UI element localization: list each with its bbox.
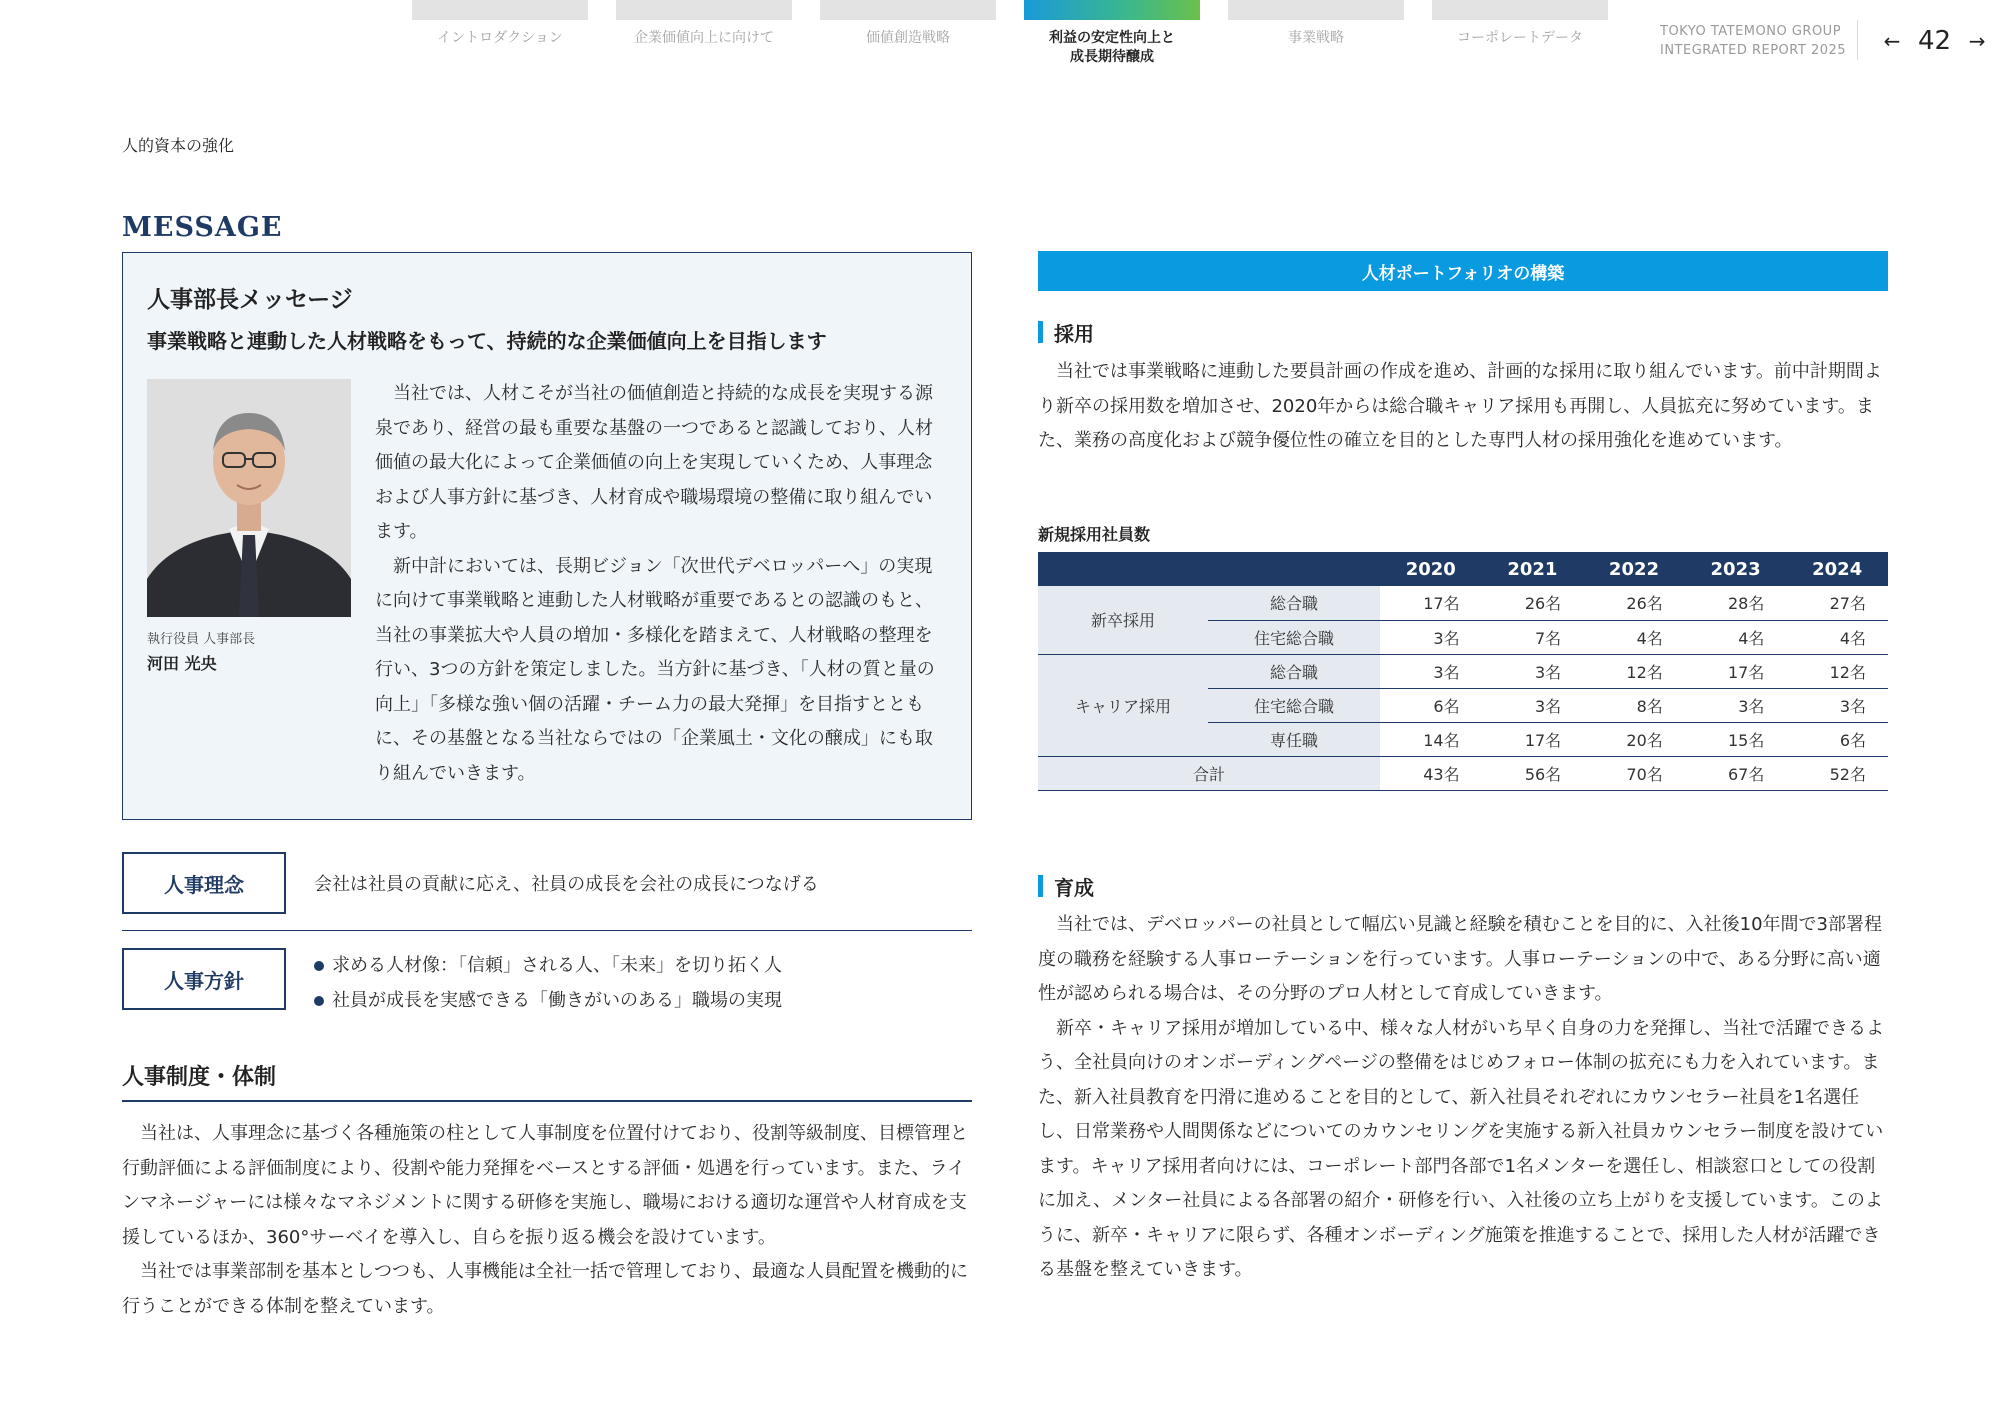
header-divider — [1857, 20, 1858, 60]
value-cell: 3名 — [1380, 654, 1482, 688]
philosophy-text: 会社は社員の貢献に応え、社員の成長を会社の成長につなげる — [314, 874, 819, 895]
value-cell: 14名 — [1380, 722, 1482, 756]
value-cell: 3名 — [1482, 688, 1584, 722]
message-paragraph: 新中計においては、長期ビジョン「次世代デベロッパーへ」の実現に向けて事業戦略と連動した人材戦略が重要であるとの認識のもと、当社の事業拡大や人員の増加・多様化を踏まえて、人材戦略の整理を行い、3つの方針を策定しました。当方針に基づき、「人材の質と量の向上」「多様な強い個の活躍・チーム力の最大発揮」を目指すとともに、その基盤となる当社ならではの「企業風土・文化の醸成」にも取り組んでいきます。 — [375, 555, 935, 784]
total-value-cell: 52名 — [1786, 756, 1888, 790]
tab-bar — [820, 0, 996, 20]
recruit-body — [1038, 355, 1888, 459]
value-cell: 8名 — [1583, 688, 1685, 722]
category-cell: キャリア採用 — [1038, 654, 1208, 756]
value-cell: 12名 — [1786, 654, 1888, 688]
hr-system-divider — [122, 1100, 972, 1102]
tab-corporate-data[interactable] — [1432, 0, 1608, 48]
year-header: 2023 — [1685, 552, 1787, 586]
tab-bar — [412, 0, 588, 20]
training-paragraph: 当社では、デベロッパーの社員として幅広い見識と経験を積むことを目的に、入社後10年間で3部署程度の職務を経験する人事ローテーションを行っています。人事ローテーションの中で、ある分野に高い適性が認められる場合は、その分野のプロ人材として育成していきます。 — [1038, 914, 1882, 1004]
value-cell: 4名 — [1583, 620, 1685, 654]
value-cell: 12名 — [1583, 654, 1685, 688]
value-cell: 15名 — [1685, 722, 1787, 756]
hr-system-paragraph: 当社では事業部制を基本としつつも、人事機能は全社一括で管理しており、最適な人員配置を機動的に行うことができる体制を整えています。 — [122, 1261, 968, 1317]
tab-bar — [1432, 0, 1608, 20]
row-label: 総合職 — [1208, 654, 1380, 688]
next-page-arrow-icon[interactable]: → — [1968, 29, 1986, 53]
value-cell: 27名 — [1786, 586, 1888, 620]
year-header: 2021 — [1482, 552, 1584, 586]
tab-label: コーポレートデータ — [1457, 30, 1583, 46]
portrait-illustration — [147, 379, 351, 617]
pager — [1880, 24, 1989, 58]
person-name: 河田 光央 — [147, 654, 217, 673]
tab-value-creation[interactable] — [820, 0, 996, 48]
year-header: 2024 — [1786, 552, 1888, 586]
table-caption: 新規採用社員数 — [1038, 525, 1151, 544]
hr-system-paragraph: 当社は、人事理念に基づく各種施策の柱として人事制度を位置付けており、役割等級制度、目標管理と行動評価による評価制度により、役割や能力発揮をベースとする評価・処遇を行っています。また、ラインマネージャーには様々なマネジメントに関する研修を実施し、職場における適切な運営や人材育成を支援しているほか、360°サーベイを導入し、自らを振り返る機会を設けています。 — [122, 1123, 968, 1248]
tab-label: 企業価値向上に向けて — [634, 30, 774, 46]
value-cell: 28名 — [1685, 586, 1787, 620]
tab-introduction[interactable] — [412, 0, 588, 48]
total-label: 合計 — [1038, 756, 1380, 790]
recruit-paragraph: 当社では事業戦略に連動した要員計画の作成を進め、計画的な採用に取り組んでいます。前中計期間より新卒の採用数を増加させ、2020年からは総合職キャリア採用も再開し、人員拡充に努めています。また、業務の高度化および競争優位性の確立を目的とした専門人材の採用強化を進めています。 — [1038, 361, 1882, 451]
message-paragraph: 当社では、人材こそが当社の価値創造と持続的な成長を実現する源泉であり、経営の最も重要な基盤の一つであると認識しており、人材価値の最大化によって企業価値の向上を実現していくため、人事理念および人事方針に基づき、人材育成や職場環境の整備に取り組んでいます。 — [375, 383, 933, 542]
value-cell: 26名 — [1482, 586, 1584, 620]
section-title: 人的資本の強化 — [122, 136, 235, 155]
hr-system-body — [122, 1117, 972, 1324]
portrait-photo — [147, 379, 351, 617]
row-label: 総合職 — [1208, 586, 1380, 620]
value-cell: 3名 — [1786, 688, 1888, 722]
total-value-cell: 43名 — [1380, 756, 1482, 790]
hr-system-title: 人事制度・体制 — [122, 1065, 277, 1090]
portfolio-bar: 人材ポートフォリオの構築 — [1038, 251, 1888, 291]
message-title: 人事部長メッセージ — [147, 287, 353, 313]
value-cell: 3名 — [1482, 654, 1584, 688]
tab-business-strategy[interactable] — [1228, 0, 1404, 48]
value-cell: 3名 — [1685, 688, 1787, 722]
year-header: 2022 — [1583, 552, 1685, 586]
table-header-row — [1038, 552, 1888, 586]
value-cell: 4名 — [1685, 620, 1787, 654]
tab-enhancing-value[interactable] — [616, 0, 792, 48]
total-value-cell: 70名 — [1583, 756, 1685, 790]
year-header: 2020 — [1380, 552, 1482, 586]
table-header-blank — [1038, 552, 1380, 586]
value-cell: 3名 — [1380, 620, 1482, 654]
value-cell: 7名 — [1482, 620, 1584, 654]
value-cell: 6名 — [1786, 722, 1888, 756]
tab-label: 価値創造戦略 — [866, 30, 950, 46]
value-cell: 6名 — [1380, 688, 1482, 722]
value-cell: 17名 — [1685, 654, 1787, 688]
message-box — [122, 252, 972, 820]
message-body — [375, 377, 945, 791]
policy-item: 求める人材像：「信頼」される人、「未来」を切り拓く人 — [314, 948, 782, 983]
person-role: 執行役員 人事部長 — [147, 632, 256, 647]
tab-label: イントロダクション — [437, 30, 563, 46]
row-label: 専任職 — [1208, 722, 1380, 756]
tab-bar — [616, 0, 792, 20]
row-label: 住宅総合職 — [1208, 620, 1380, 654]
tab-bar-active — [1024, 0, 1200, 20]
value-cell: 17名 — [1482, 722, 1584, 756]
policy-item: 社員が成長を実感できる「働きがいのある」職場の実現 — [314, 983, 782, 1018]
tab-bar — [1228, 0, 1404, 20]
report-name — [1660, 22, 1846, 60]
table-total-row — [1038, 756, 1888, 790]
recruit-table — [1038, 552, 1888, 791]
tab-label: 利益の安定性向上と 成長期待醸成 — [1049, 30, 1175, 65]
divider — [122, 930, 972, 931]
philosophy-label: 人事理念 — [122, 852, 286, 914]
tab-label: 事業戦略 — [1288, 30, 1344, 46]
row-label: 住宅総合職 — [1208, 688, 1380, 722]
recruit-heading: 採用 — [1038, 318, 1094, 347]
training-body — [1038, 908, 1888, 1288]
policy-label: 人事方針 — [122, 948, 286, 1010]
total-value-cell: 56名 — [1482, 756, 1584, 790]
value-cell: 17名 — [1380, 586, 1482, 620]
category-cell: 新卒採用 — [1038, 586, 1208, 654]
tab-profit-stability[interactable] — [1024, 0, 1200, 67]
table-row — [1038, 586, 1888, 620]
policy-list — [314, 948, 782, 1018]
prev-page-arrow-icon[interactable]: ← — [1883, 29, 1901, 53]
message-heading: MESSAGE — [122, 212, 283, 243]
training-heading: 育成 — [1038, 872, 1094, 901]
table-row — [1038, 654, 1888, 688]
value-cell: 26名 — [1583, 586, 1685, 620]
total-value-cell: 67名 — [1685, 756, 1787, 790]
value-cell: 4名 — [1786, 620, 1888, 654]
value-cell: 20名 — [1583, 722, 1685, 756]
group-line-1: TOKYO TATEMONO GROUP — [1660, 24, 1842, 39]
group-line-2: INTEGRATED REPORT 2025 — [1660, 43, 1847, 58]
training-paragraph: 新卒・キャリア採用が増加している中、様々な人材がいち早く自身の力を発揮し、当社で活躍できるよう、全社員向けのオンボーディングページの整備をはじめフォロー体制の拡充にも力を入れています。また、新入社員教育を円滑に進めることを目的として、新入社員それぞれにカウンセラー社員を1名選任し、日常業務や人間関係などについてのカウンセリングを実施する新入社員カウンセラー制度を設けています。キャリア採用者向けには、コーポレート部門各部で1名メンターを選任し、相談窓口としての役割に加え、メンター社員による各部署の紹介・研修を行い、入社後の立ち上がりを支援しています。このように、新卒・キャリアに限らず、各種オンボーディング施策を推進することで、採用した人材が活躍できる基盤を整えていきます。 — [1038, 1017, 1884, 1280]
page-number: 42 — [1918, 26, 1952, 56]
message-subtitle: 事業戦略と連動した人材戦略をもって、持続的な企業価値向上を目指します — [147, 329, 827, 353]
